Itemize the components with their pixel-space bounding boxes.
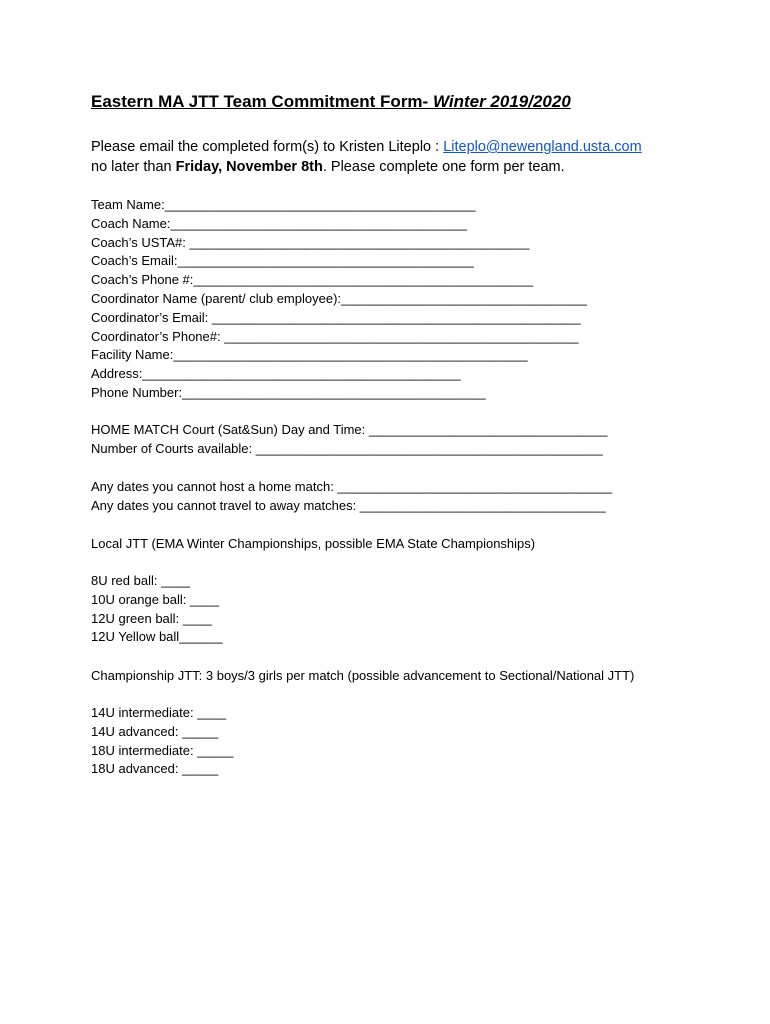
form-title-main: Eastern MA JTT Team Commitment Form- <box>91 92 429 111</box>
coach-usta-field[interactable]: Coach’s USTA#: _______________________________________________ <box>91 234 530 250</box>
division-12u-yellow[interactable]: 12U Yellow ball______ <box>91 629 223 645</box>
division-12u-green[interactable]: 12U green ball: ____ <box>91 610 212 626</box>
championship-jtt-heading-text: Championship JTT: 3 boys/3 girls per match (possible advancement to Sectional/National JTT) <box>91 668 635 683</box>
email-link[interactable]: Liteplo@newengland.usta.com <box>443 139 642 155</box>
championship-jtt-heading <box>91 667 634 686</box>
division-10u-orange[interactable]: 10U orange ball: ____ <box>91 591 219 607</box>
courts-available-field[interactable]: Number of Courts available: ________________________________________________ <box>91 440 603 456</box>
intro-line-1 <box>91 137 642 157</box>
coach-email-field[interactable]: Coach’s Email:_________________________________________ <box>91 253 474 269</box>
deadline-text: Friday, November 8th <box>175 159 323 175</box>
intro-line-1-text: Please email the completed form(s) to Kristen Liteplo : <box>91 139 444 155</box>
coordinator-email-field[interactable]: Coordinator’s Email: ___________________________________________________ <box>91 309 581 325</box>
form-title <box>91 92 571 112</box>
no-host-dates-field[interactable]: Any dates you cannot host a home match: ______________________________________ <box>91 479 613 494</box>
division-14u-advanced[interactable]: 14U advanced: _____ <box>91 723 219 739</box>
division-8u-red[interactable]: 8U red ball: ____ <box>91 573 191 588</box>
division-18u-intermediate[interactable]: 18U intermediate: _____ <box>91 742 234 758</box>
intro-paragraph <box>91 137 642 177</box>
team-name-field[interactable]: Team Name:___________________________________________ <box>91 197 476 212</box>
division-18u-advanced[interactable]: 18U advanced: _____ <box>91 761 219 777</box>
coordinator-phone-field[interactable]: Coordinator’s Phone#: _________________________________________________ <box>91 328 579 344</box>
local-divisions <box>91 572 223 647</box>
coach-phone-field[interactable]: Coach’s Phone #:_______________________________________________ <box>91 272 534 288</box>
home-match-field[interactable]: HOME MATCH Court (Sat&Sun) Day and Time: _________________________________ <box>91 422 608 437</box>
team-info-fields <box>91 196 587 403</box>
facility-name-field[interactable]: Facility Name:_________________________________________________ <box>91 347 528 363</box>
match-fields <box>91 421 607 459</box>
coordinator-name-field[interactable]: Coordinator Name (parent/ club employee):__________________________________ <box>91 290 587 306</box>
championship-divisions <box>91 704 233 779</box>
local-jtt-heading <box>91 535 535 554</box>
intro-line-2-suffix: . Please complete one form per team. <box>322 159 565 175</box>
intro-line-2-prefix: no later than <box>91 159 176 175</box>
date-fields <box>91 478 612 516</box>
no-travel-dates-field[interactable]: Any dates you cannot travel to away matches: __________________________________ <box>91 497 606 513</box>
form-title-season: Winter 2019/2020 <box>432 92 571 111</box>
address-field[interactable]: Address:____________________________________________ <box>91 366 461 382</box>
phone-number-field[interactable]: Phone Number:__________________________________________ <box>91 384 486 400</box>
coach-name-field[interactable]: Coach Name:_________________________________________ <box>91 215 467 231</box>
local-jtt-heading-text: Local JTT (EMA Winter Championships, possible EMA State Championships) <box>91 536 536 551</box>
division-14u-intermediate[interactable]: 14U intermediate: ____ <box>91 705 227 720</box>
intro-line-2 <box>91 157 642 177</box>
